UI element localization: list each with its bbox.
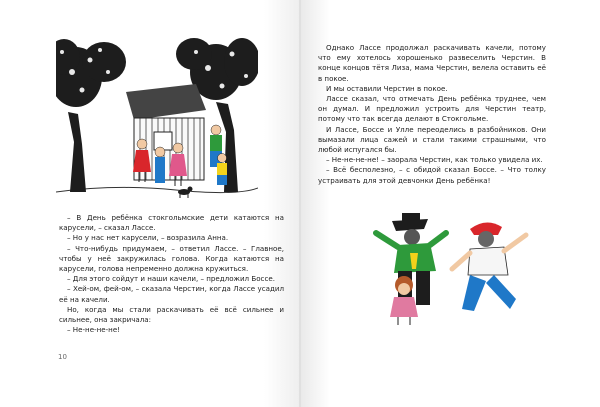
paragraph: И мы оставили Черстин в покое.: [326, 83, 448, 93]
paragraph: – Что-нибудь придумаем, – ответил Лассе. – Главное, чтобы у неё закружилась голова. Когда катаются на карусели, голова непременно должна кружиться.: [59, 243, 284, 274]
crying-girl: [390, 276, 418, 325]
paragraph: – В День ребёнка стокгольмские дети катаются на карусели, – сказал Лассе.: [59, 213, 284, 233]
paragraph: – Для этого сойдут и наши качели, – предложил Боссе.: [67, 274, 275, 284]
robber-red-bandana: [452, 222, 526, 311]
paragraph: – Всё бесполезно, – с обидой сказал Боссе. – Что толку устраивать для этой девчонки День ребёнка!: [318, 165, 546, 185]
small-dog-illustration: [178, 187, 193, 199]
paragraph: – Хей-ом, фей-ом, – сказала Черстин, когда Лассе усадил её на качели.: [59, 284, 284, 304]
paragraph: Но, когда мы стали раскачивать её всё сильнее и сильнее, она закричала:: [59, 304, 284, 325]
page-number: 10: [58, 353, 67, 361]
right-page-text: [318, 43, 546, 186]
paragraph: Однако Лассе продолжал раскачивать качели, потому что ему хотелось хорошенько развеселить Черстин. В конце концов тётя Лиза, мама Черстин, велела оставить её в покое.: [318, 43, 546, 83]
paragraph: – Не-не-не-не! – заорала Черстин, как только увидела их.: [326, 155, 543, 165]
paragraph: Лассе сказал, что отмечать День ребёнка труднее, чем он думал. И предложил устроить для Черстин театр, потому что так всегда делают в Стокгольме.: [318, 94, 546, 124]
robber-black-hat: [376, 213, 446, 305]
robbers-illustration: [370, 213, 550, 325]
paragraph: – Но у нас нет карусели, – возразила Анна.: [67, 233, 229, 243]
shed-children-illustration: [56, 32, 258, 202]
paragraph: – Не-не-не-не!: [67, 325, 121, 335]
book-gutter: [299, 0, 301, 407]
paragraph: И Лассе, Боссе и Улле переоделись в разбойников. Они вымазали лица сажей и стали такими страшными, что любой испугался бы.: [318, 124, 546, 155]
left-page-text: [59, 213, 284, 335]
child-right: [217, 154, 227, 186]
child-blue: [155, 147, 165, 183]
